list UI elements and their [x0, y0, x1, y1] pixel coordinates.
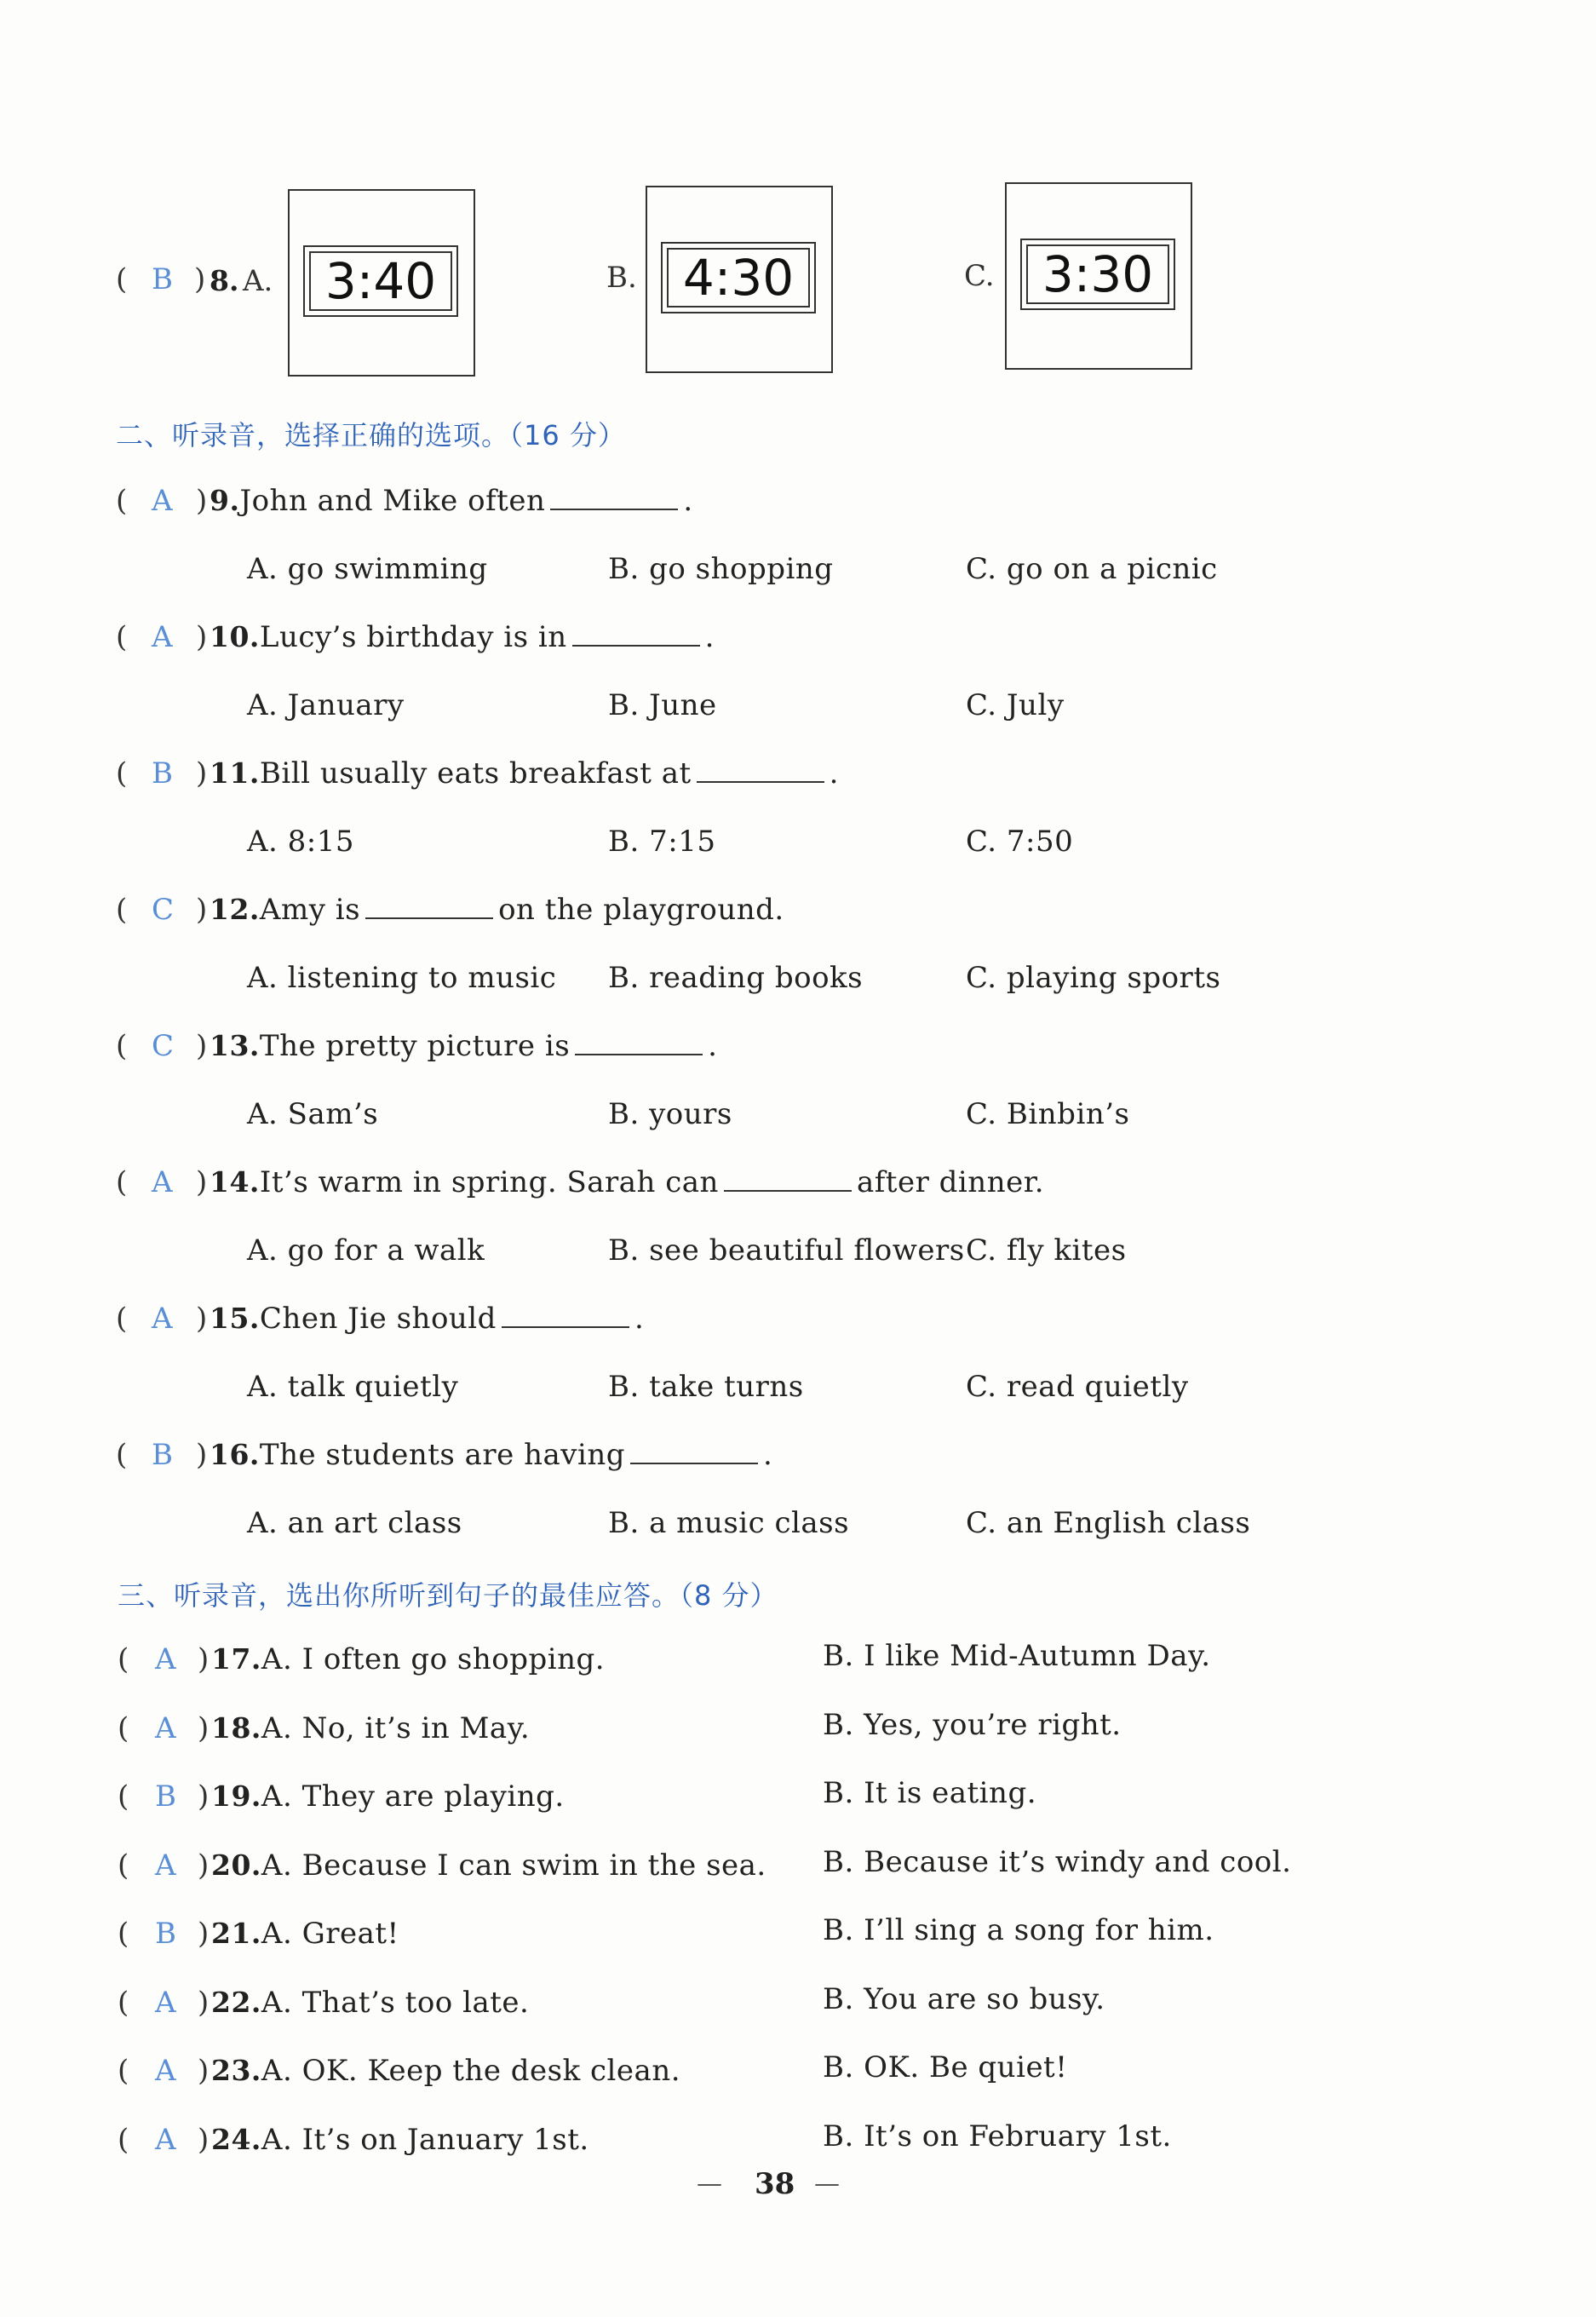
answer-letter: A — [152, 1302, 173, 1336]
answer-paren-close: ) — [196, 484, 208, 518]
option-c: C. read quietly — [966, 1370, 1189, 1404]
answer-letter: A — [152, 620, 173, 654]
answer-paren-open: ( — [118, 1779, 129, 1814]
answer-letter: C — [152, 893, 175, 927]
response-b: B. Because it’s windy and cool. — [823, 1844, 1292, 1879]
stem-after: . — [708, 1029, 718, 1063]
answer-letter: A — [152, 1165, 173, 1199]
answer-paren-open: ( — [118, 1848, 129, 1883]
answer-letter: B — [152, 756, 173, 791]
question-stem — [210, 1029, 717, 1063]
answer-paren-open: ( — [116, 1438, 128, 1472]
response-a — [211, 1711, 530, 1745]
answer-letter: A — [155, 2122, 176, 2157]
answer-letter: A — [155, 1848, 176, 1883]
option-a: A. go for a walk — [247, 1233, 485, 1268]
answer-paren-close: ) — [198, 2054, 210, 2088]
clock-image-b — [646, 186, 833, 373]
answer-paren-open: ( — [116, 756, 128, 791]
question-number: 23. — [211, 2054, 261, 2087]
answer-paren-close: ) — [194, 262, 206, 296]
response-a — [211, 1917, 399, 1951]
option-a-text: A. OK. Keep the desk clean. — [261, 2054, 681, 2088]
question-stem — [210, 1438, 772, 1472]
answer-letter: B — [155, 1917, 176, 1951]
option-b: B. see beautiful flowers — [608, 1233, 965, 1268]
answer-paren-close: ) — [198, 2122, 210, 2157]
question-stem — [210, 1302, 644, 1336]
question-stem — [210, 484, 693, 518]
question-number: 22. — [211, 1985, 261, 2019]
answer-paren-close: ) — [196, 1302, 208, 1336]
answer-paren-open: ( — [116, 484, 128, 518]
answer-letter: A — [155, 1710, 176, 1745]
response-b: B. I’ll sing a song for him. — [823, 1913, 1214, 1947]
option-c: C. 7:50 — [966, 825, 1074, 859]
question-number: 17. — [211, 1642, 261, 1676]
answer-paren-open: ( — [116, 262, 128, 296]
option-c: C. fly kites — [966, 1233, 1127, 1268]
option-c: C. July — [966, 688, 1065, 722]
stem-after: . — [763, 1438, 773, 1472]
answer-blank — [724, 1189, 852, 1192]
answer-paren-close: ) — [196, 1165, 208, 1199]
footer-dash-right: — — [814, 2169, 840, 2199]
option-a-text: A. It’s on January 1st. — [261, 2122, 589, 2157]
answer-letter: A — [155, 2054, 176, 2088]
response-a — [211, 1848, 766, 1883]
option-b: B. reading books — [608, 961, 864, 995]
answer-paren-open: ( — [116, 620, 128, 654]
option-c: C. go on a picnic — [966, 552, 1218, 586]
clock-image-c — [1005, 182, 1192, 370]
option-b-label: B. — [606, 261, 637, 295]
option-a-text: A. That’s too late. — [261, 1985, 530, 2020]
option-b: B. a music class — [608, 1506, 850, 1540]
option-b: B. take turns — [608, 1370, 804, 1404]
question-number: 14. — [210, 1165, 260, 1199]
answer-paren-open: ( — [118, 1985, 129, 2020]
response-a — [211, 1642, 605, 1676]
question-number: 24. — [211, 2122, 261, 2156]
option-a-text: A. Because I can swim in the sea. — [261, 1848, 766, 1883]
answer-paren-open: ( — [116, 1165, 128, 1199]
question-number: 8. — [210, 264, 239, 297]
stem-after: . — [634, 1302, 645, 1336]
page-number: 38 — [755, 2167, 795, 2201]
stem-before: It’s warm in spring. Sarah can — [259, 1165, 719, 1199]
option-b: B. June — [608, 688, 717, 722]
option-a-text: A. No, it’s in May. — [261, 1710, 531, 1745]
stem-after: . — [704, 620, 715, 654]
answer-paren-close: ) — [198, 1710, 210, 1745]
answer-paren-open: ( — [118, 2054, 129, 2088]
answer-paren-close: ) — [198, 1642, 210, 1676]
question-stem — [210, 1165, 1044, 1199]
response-a — [211, 1986, 529, 2020]
stem-before: Lucy’s birthday is in — [259, 620, 567, 654]
response-b: B. OK. Be quiet! — [823, 2050, 1068, 2084]
response-b: B. You are so busy. — [823, 1981, 1105, 2016]
stem-before: The students are having — [259, 1438, 626, 1472]
option-c-label: C. — [964, 259, 995, 293]
answer-letter: A — [155, 1985, 176, 2020]
question-number: 20. — [211, 1848, 261, 1882]
question-number: 19. — [211, 1779, 261, 1813]
option-c: C. Binbin’s — [966, 1097, 1130, 1131]
response-a — [211, 2054, 680, 2088]
answer-paren-close: ) — [196, 1029, 208, 1063]
answer-paren-open: ( — [116, 1029, 128, 1063]
answer-paren-open: ( — [116, 893, 128, 927]
answer-letter: A — [152, 484, 173, 518]
answer-blank — [572, 644, 700, 647]
option-a-text: A. Great! — [261, 1917, 399, 1951]
option-c: C. playing sports — [966, 961, 1221, 995]
stem-before: Bill usually eats breakfast at — [259, 756, 692, 791]
question-number: 11. — [210, 756, 260, 790]
answer-paren-close: ) — [198, 1917, 210, 1951]
question-number: 12. — [210, 893, 260, 926]
question-number: 16. — [210, 1438, 260, 1471]
clock-time-a: 3:40 — [309, 251, 452, 311]
answer-paren-close: ) — [196, 1438, 208, 1472]
section-3-heading: 三、听录音，选出你所听到句子的最佳应答。（8 分） — [118, 1579, 778, 1612]
stem-after: after dinner. — [856, 1165, 1045, 1199]
option-b: B. 7:15 — [608, 825, 716, 859]
question-stem — [210, 620, 715, 654]
answer-blank — [630, 1462, 758, 1464]
option-a: A. an art class — [247, 1506, 462, 1540]
section-2-heading: 二、听录音，选择正确的选项。（16 分） — [116, 419, 626, 451]
option-a: A. 8:15 — [247, 825, 355, 859]
answer-paren-open: ( — [116, 1302, 128, 1336]
answer-paren-close: ) — [196, 620, 208, 654]
response-b: B. It’s on February 1st. — [823, 2119, 1172, 2153]
question-number: 13. — [210, 1029, 260, 1062]
stem-before: Chen Jie should — [259, 1302, 497, 1336]
answer-blank — [575, 1053, 703, 1055]
clock-time-b: 4:30 — [667, 248, 810, 308]
option-a-text: A. They are playing. — [261, 1779, 565, 1814]
question-stem — [210, 756, 839, 791]
option-b: B. yours — [608, 1097, 732, 1131]
question-number: 10. — [210, 620, 260, 653]
option-a: A. January — [247, 688, 405, 722]
response-a — [211, 2123, 589, 2157]
response-b: B. It is eating. — [823, 1776, 1037, 1810]
answer-paren-close: ) — [198, 1779, 210, 1814]
footer-dash-left: — — [697, 2169, 722, 2199]
answer-letter: B — [152, 1438, 173, 1472]
answer-blank — [697, 780, 824, 783]
answer-paren-close: ) — [196, 756, 208, 791]
answer-paren-open: ( — [118, 1710, 129, 1745]
answer-paren-close: ) — [198, 1985, 210, 2020]
stem-after: on the playground. — [498, 893, 784, 927]
stem-before: John and Mike often — [239, 484, 546, 518]
answer-paren-close: ) — [196, 893, 208, 927]
answer-blank — [365, 917, 493, 919]
option-c: C. an English class — [966, 1506, 1251, 1540]
option-a: A. listening to music — [247, 961, 557, 995]
question-number: 21. — [211, 1917, 261, 1950]
answer-letter: B — [155, 1779, 176, 1814]
answer-blank — [550, 508, 678, 510]
question-number: 9. — [210, 484, 240, 517]
answer-paren-open: ( — [118, 1642, 129, 1676]
response-b: B. I like Mid-Autumn Day. — [823, 1639, 1211, 1673]
response-a — [211, 1779, 565, 1814]
question-number: 18. — [211, 1710, 261, 1745]
answer-letter: A — [155, 1642, 176, 1676]
clock-image-a — [288, 189, 475, 377]
question-stem — [210, 893, 784, 927]
response-b: B. Yes, you’re right. — [823, 1707, 1122, 1742]
option-a-label: A. — [243, 264, 273, 298]
answer-letter: B — [152, 262, 173, 296]
answer-letter: C — [152, 1029, 175, 1063]
question-number: 15. — [210, 1302, 260, 1335]
stem-after: . — [829, 756, 839, 791]
answer-paren-open: ( — [118, 2122, 129, 2157]
answer-paren-close: ) — [198, 1848, 210, 1883]
stem-after: . — [683, 484, 693, 518]
clock-time-c: 3:30 — [1026, 244, 1169, 304]
option-a: A. Sam’s — [247, 1097, 379, 1131]
answer-blank — [502, 1325, 629, 1328]
answer-paren-open: ( — [118, 1917, 129, 1951]
stem-before: The pretty picture is — [259, 1029, 571, 1063]
stem-before: Amy is — [259, 893, 361, 927]
option-b: B. go shopping — [608, 552, 834, 586]
option-a: A. go swimming — [247, 552, 488, 586]
option-a: A. talk quietly — [247, 1370, 459, 1404]
option-a-text: A. I often go shopping. — [261, 1642, 606, 1676]
